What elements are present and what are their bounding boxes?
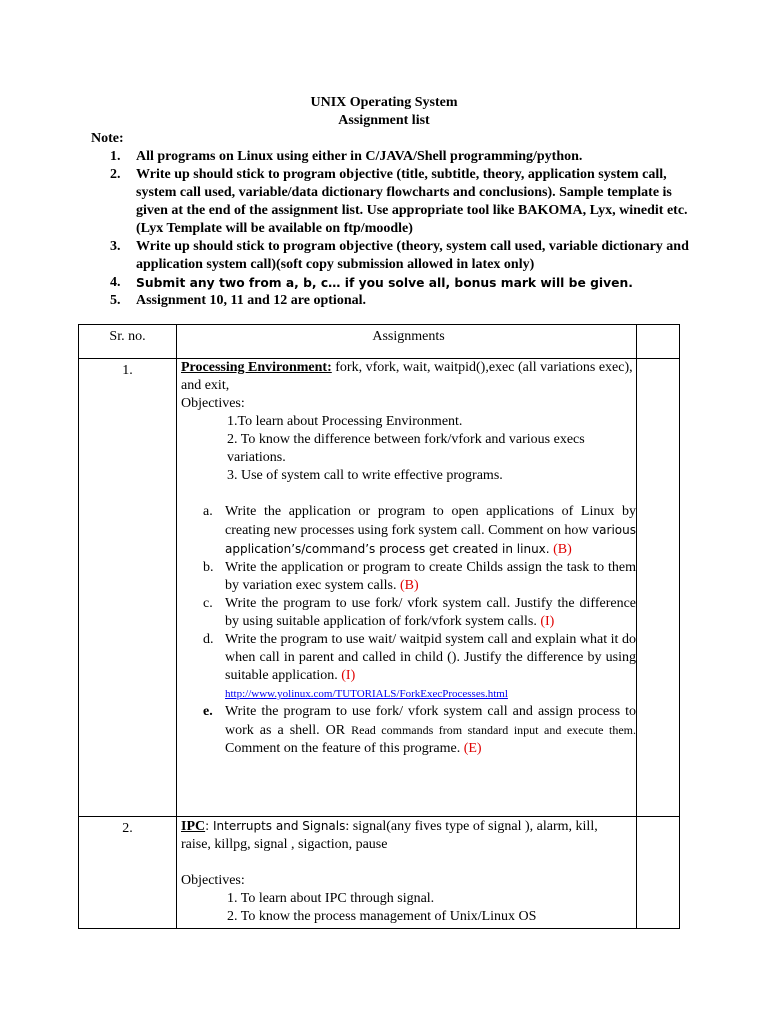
row-empty-cell: [637, 817, 680, 929]
task-text: Write the application or program to create Childs assign the task to them by variation exec system calls.: [225, 560, 636, 593]
table-row: [79, 817, 680, 929]
objective-item: 3. Use of system call to write effective programs.: [227, 468, 503, 483]
note-item: [110, 166, 696, 238]
task-text: Write the program to use fork/ vfork system call and assign process to work as a shell. OR: [225, 704, 636, 738]
objective-item: 1. To learn about IPC through signal.: [227, 891, 435, 906]
note-number: 4.: [110, 275, 121, 290]
task-grade: (B): [399, 578, 419, 593]
note-text: Assignment 10, 11 and 12 are optional.: [136, 293, 366, 308]
objective-item: 2. To know the process management of Unix/Linux OS: [227, 909, 537, 924]
note-number: 1.: [110, 149, 121, 164]
table-row: [79, 359, 680, 817]
row-assignment: [177, 817, 637, 929]
note-text: Write up should stick to program objective (title, subtitle, theory, application system call, system call used, variable/data dictionary flowcharts and conclusions). Sample template is given at the end of the assignment list. Use appropriate tool like BAKOMA, Lyx, winedit etc. (Lyx Template will be available on ftp/moodle): [136, 167, 688, 236]
assignment-table: [78, 324, 680, 929]
task-text: Comment on the feature of this programe.: [225, 741, 461, 756]
task-text-small: Read commands from standard input and execute them.: [351, 723, 636, 737]
spacer: [181, 854, 636, 872]
row-sr-no: 1.: [79, 359, 177, 817]
header-sr-no: Sr. no.: [79, 325, 177, 359]
note-item: [110, 148, 696, 166]
note-text: Write up should stick to program objective (theory, system call used, variable dictionary and application system call)(soft copy submission allowed in latex only): [136, 239, 689, 272]
task-list: [181, 503, 636, 758]
reference-link[interactable]: http://www.yolinux.com/TUTORIALS/ForkExecProcesses.html: [225, 688, 508, 700]
note-list: [110, 148, 696, 310]
row-sr-no: 2.: [79, 817, 177, 929]
objective-item: 1.To learn about Processing Environment.: [227, 414, 463, 429]
task-grade: (I): [341, 668, 356, 683]
header-assignments: Assignments: [177, 325, 637, 359]
objective-item: 2. To know the difference between fork/vfork and various execs variations.: [227, 432, 585, 465]
task-item-d: [203, 631, 636, 703]
task-item-e: [203, 703, 636, 758]
note-number: 2.: [110, 167, 121, 182]
task-text: Write the program to use fork/ vfork system call. Justify the difference by using suitable application of fork/vfork system calls.: [225, 596, 636, 629]
table-header-row: [79, 325, 680, 359]
row-empty-cell: [637, 359, 680, 817]
task-item-c: [203, 595, 636, 631]
task-letter: d.: [203, 632, 214, 647]
spacer: [181, 485, 636, 503]
note-item: [110, 274, 696, 292]
task-item-a: [203, 503, 636, 559]
task-item-b: [203, 559, 636, 595]
note-text: All programs on Linux using either in C/JAVA/Shell programming/python.: [136, 149, 583, 164]
topic-text: fork, vfork, wait, waitpid(),exec (all variations exec), and exit,: [181, 360, 633, 393]
task-letter: a.: [203, 504, 213, 519]
row-assignment: [177, 359, 637, 817]
task-grade: (I): [540, 614, 555, 629]
document-title: UNIX Operating System: [310, 95, 458, 110]
topic-line-2: raise, killpg, signal , sigaction, pause: [181, 837, 388, 852]
task-letter: b.: [203, 560, 214, 575]
topic-text: : signal(any fives type of signal ), alarm, kill,: [345, 819, 598, 834]
topic-label: Processing Environment:: [181, 360, 332, 375]
topic-line: [181, 359, 636, 395]
note-number: 5.: [110, 293, 121, 308]
task-text: Write the application or program to open applications of Linux by creating new processes using fork system call. Comment on how: [225, 504, 636, 538]
objectives-label: Objectives:: [181, 873, 245, 888]
topic-label: IPC: [181, 819, 206, 834]
task-letter: e.: [203, 704, 213, 719]
note-item: [110, 238, 696, 274]
note-number: 3.: [110, 239, 121, 254]
task-text: Write the program to use wait/ waitpid system call and explain what it do when call in parent and called in child (). Justify the difference by using suitable application.: [225, 632, 636, 683]
task-text-sans: various application’s/command’s process get created in linux.: [225, 523, 636, 556]
task-grade: (E): [463, 741, 482, 756]
header-empty: [637, 325, 680, 359]
document-subtitle: Assignment list: [338, 113, 430, 128]
task-grade: (B): [553, 542, 572, 557]
objectives-label: Objectives:: [181, 396, 245, 411]
note-item: [110, 292, 696, 310]
topic-text-sans: : Interrupts and Signals: [205, 819, 346, 833]
note-label: Note:: [91, 131, 124, 146]
topic-line: [181, 817, 636, 836]
note-text: Submit any two from a, b, c… if you solve all, bonus mark will be given.: [136, 276, 633, 290]
task-letter: c.: [203, 596, 213, 611]
